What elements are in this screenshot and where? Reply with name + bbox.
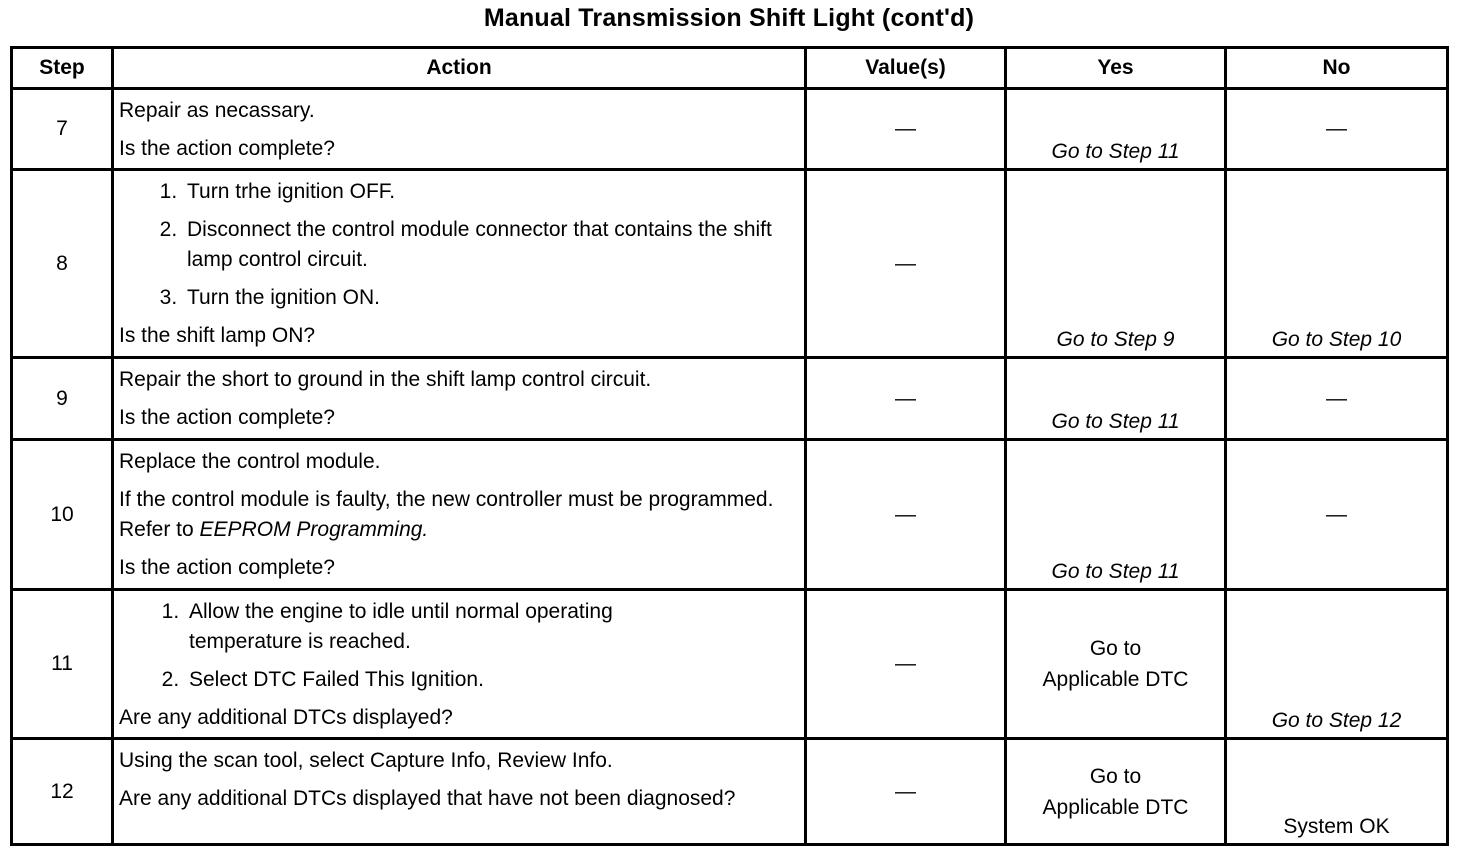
value-cell <box>806 590 1006 739</box>
value-cell <box>806 358 1006 440</box>
action-list-item: 2. Disconnect the control module connector that contains the shift lamp control circuit. <box>183 215 798 275</box>
no-goto-step-12[interactable]: Go to Step 12 <box>1271 709 1402 732</box>
step-number: 12 <box>12 739 113 845</box>
action-text: Replace the control module. <box>119 450 381 473</box>
no-cell <box>1226 358 1448 440</box>
action-text: Repair as necassary. <box>119 99 315 122</box>
no-cell <box>1226 590 1448 739</box>
yes-line-1: Go to <box>1089 764 1142 788</box>
no-cell <box>1226 739 1448 845</box>
value-dash: — <box>895 117 916 140</box>
no-goto-step-10[interactable]: Go to Step 10 <box>1271 328 1402 351</box>
yes-cell <box>1006 358 1226 440</box>
value-dash: — <box>895 502 916 526</box>
diagnostic-table <box>10 46 1449 846</box>
action-cell <box>113 440 806 590</box>
yes-line-2: Applicable DTC <box>1042 668 1189 691</box>
action-question: Are any additional DTCs displayed that have not been diagnosed? <box>119 787 736 810</box>
no-cell <box>1226 440 1448 590</box>
yes-cell <box>1006 590 1226 739</box>
column-header-no: No <box>1226 48 1448 89</box>
action-question: Is the action complete? <box>119 137 335 160</box>
table-row-step-12 <box>12 739 1448 845</box>
table-row-step-7 <box>12 89 1448 170</box>
table-header-row <box>12 48 1448 89</box>
action-cell <box>113 89 806 170</box>
action-list <box>119 597 798 695</box>
yes-line-2: Applicable DTC <box>1042 795 1189 819</box>
action-list <box>119 177 798 313</box>
action-cell <box>113 590 806 739</box>
yes-goto-step-9[interactable]: Go to Step 9 <box>1056 328 1175 351</box>
no-dash: — <box>1326 117 1347 140</box>
value-dash: — <box>895 652 916 675</box>
value-cell <box>806 89 1006 170</box>
value-cell <box>806 170 1006 358</box>
yes-cell <box>1006 739 1226 845</box>
no-dash: — <box>1326 502 1347 526</box>
action-text: Using the scan tool, select Capture Info, Review Info. <box>119 749 613 772</box>
action-question: Is the action complete? <box>119 406 335 429</box>
action-question: Are any additional DTCs displayed? <box>119 706 453 729</box>
column-header-step: Step <box>12 48 113 89</box>
table-row-step-8 <box>12 170 1448 358</box>
column-header-action: Action <box>113 48 806 89</box>
no-system-ok: System OK <box>1283 815 1390 838</box>
step-number: 11 <box>12 590 113 739</box>
table-row-step-10 <box>12 440 1448 590</box>
no-cell <box>1226 170 1448 358</box>
eeprom-programming-link[interactable]: EEPROM Programming. <box>199 518 429 541</box>
yes-cell <box>1006 170 1226 358</box>
yes-cell <box>1006 89 1226 170</box>
yes-goto-applicable-dtc[interactable] <box>1007 633 1224 695</box>
action-list-item: 3. Turn the ignition ON. <box>183 283 798 313</box>
value-cell <box>806 440 1006 590</box>
yes-line-1: Go to <box>1089 637 1142 660</box>
yes-goto-step-11[interactable]: Go to Step 11 <box>1051 410 1180 433</box>
no-dash: — <box>1326 386 1347 410</box>
action-list-item: 1. Allow the engine to idle until normal operating temperature is reached. <box>185 597 718 657</box>
page-title: Manual Transmission Shift Light (cont'd) <box>483 4 975 32</box>
action-text: Repair the short to ground in the shift lamp control circuit. <box>119 368 652 391</box>
action-cell <box>113 170 806 358</box>
action-list-item: 2. Select DTC Failed This Ignition. <box>185 665 718 695</box>
action-note-text: If the control module is faulty, the new controller must be programmed. Refer to <box>119 488 774 541</box>
value-dash: — <box>895 386 916 410</box>
yes-goto-step-11[interactable]: Go to Step 11 <box>1051 140 1180 163</box>
no-cell <box>1226 89 1448 170</box>
action-cell <box>113 358 806 440</box>
column-header-yes: Yes <box>1006 48 1226 89</box>
value-dash: — <box>895 251 916 275</box>
action-question: Is the action complete? <box>119 556 335 579</box>
step-number: 7 <box>12 89 113 170</box>
action-note <box>119 485 798 545</box>
table-row-step-11 <box>12 590 1448 739</box>
column-header-values: Value(s) <box>806 48 1006 89</box>
yes-goto-applicable-dtc[interactable] <box>1007 761 1224 823</box>
yes-goto-step-11[interactable]: Go to Step 11 <box>1051 560 1180 583</box>
step-number: 9 <box>12 358 113 440</box>
step-number: 10 <box>12 440 113 590</box>
table-row-step-9 <box>12 358 1448 440</box>
action-list-item: 1. Turn trhe ignition OFF. <box>183 177 798 207</box>
step-number: 8 <box>12 170 113 358</box>
value-cell <box>806 739 1006 845</box>
yes-cell <box>1006 440 1226 590</box>
action-question: Is the shift lamp ON? <box>119 324 316 347</box>
value-dash: — <box>895 779 916 803</box>
action-cell <box>113 739 806 845</box>
